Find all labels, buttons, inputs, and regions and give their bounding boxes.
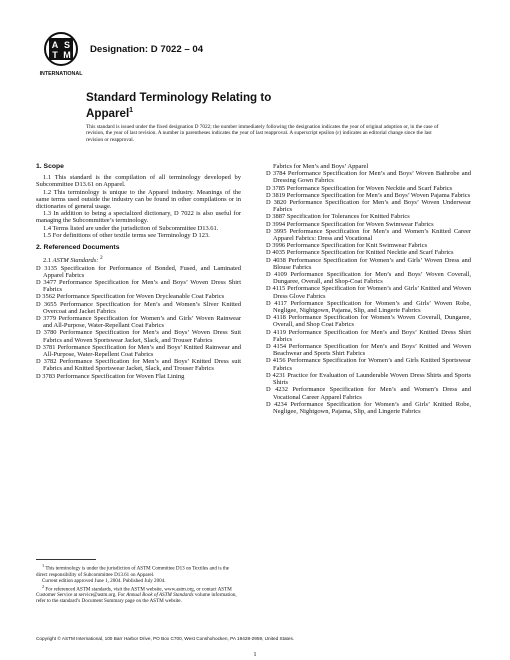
reference-item: D 3135 Specification for Performance of Bonded, Fused, and Laminated Apparel Fabrics <box>36 264 241 279</box>
references-heading: 2. Referenced Documents <box>36 244 120 252</box>
reference-item: D 3996 Performance Specification for Knit Swimwear Fabrics <box>266 242 428 250</box>
title-footnote-ref: 1 <box>129 107 134 114</box>
logo-label: INTERNATIONAL <box>39 71 83 77</box>
scope-paragraph: 1.1 This standard is the compilation of all terminology developed by Subcommittee D13.61 on Apparel. <box>36 174 241 189</box>
reference-item: D 4232 Performance Specification for Men’s and Women’s Dress and Vocational Career Apparel Fabrics <box>266 386 471 401</box>
footnote-1-date: Current edition approved June 1, 2004. Published July 2004. <box>42 577 166 584</box>
svg-text:T: T <box>52 50 58 60</box>
reference-item: D 4109 Performance Specification for Men’s and Boys’ Woven Coverall, Dungaree, Overall, and Shop-Coat Fabrics <box>266 271 471 286</box>
reference-continuation: Fabrics for Men’s and Boys’ Apparel <box>273 163 369 170</box>
reference-item: D 4156 Performance Specification for Women’s and Girls Knitted Sportswear Fabrics <box>266 357 471 372</box>
reference-item: D 3820 Performance Specification for Men’s and Boys’ Woven Underwear Fabrics <box>266 199 471 214</box>
reference-item: D 3995 Performance Specification for Men’s and Women’s Knitted Career Apparel Fabrics: Dress and Vocational <box>266 227 471 243</box>
svg-text:S: S <box>63 40 71 50</box>
svg-text:A: A <box>51 40 59 50</box>
issue-note: This standard is issued under the fixed designation D 7022; the number immediately following the designation indicates the year of original adoption or, in the case of revision, the year of last revision. A number in parentheses indicates the year of last reapproval. A superscript epsilon (ε) indicates an editorial change since the last revision or reapproval. <box>86 124 439 143</box>
title-line-2: Apparel$^1$ <box>86 106 134 120</box>
astm-standards-label: 2.1 ASTM Standards: $^2$ <box>43 255 103 265</box>
reference-item: D 3562 Performance Specification for Woven Drycleanable Coat Fabrics <box>36 293 225 301</box>
reference-item: D 4118 Performance Specification for Women’s Woven Coverall, Dungaree, Overall, and Shop Coat Fabrics <box>266 314 471 329</box>
reference-item: D 4154 Performance Specification for Men’s and Boys’ Knitted and Woven Beachwear and Sports Shirt Fabrics <box>266 343 471 358</box>
reference-item: D 4038 Performance Specification for Women’s and Girls’ Woven Dress and Blouse Fabrics <box>266 256 471 271</box>
reference-item: D 3994 Performance Specification for Woven Swimwear Fabrics <box>266 220 434 228</box>
document-title <box>86 91 346 120</box>
title-line-1: Standard Terminology Relating to <box>86 91 272 104</box>
right-column <box>266 163 471 415</box>
reference-item: D 4234 Performance Specification for Women’s and Girls’ Knitted Robe, Negligee, Nightgown, Pajama, Slip, and Lingerie Fabrics <box>266 400 471 415</box>
svg-text:M: M <box>63 50 71 60</box>
reference-item: D 3655 Performance Specification for Men’s and Women’s Sliver Knitted Overcoat and Jacket Fabrics <box>36 300 241 315</box>
footnotes <box>36 563 241 604</box>
designation: Designation: D 7022 – 04 <box>90 44 204 55</box>
reference-item: D 4119 Performance Specification for Men’s and Boys’ Knitted Dress Shirt Fabrics <box>266 328 471 343</box>
scope-paragraph: 1.5 For definitions of other textile terms see Terminology D 123. <box>43 231 210 239</box>
reference-item: D 3477 Performance Specification for Men’s and Boys’ Woven Dress Shirt Fabrics <box>36 278 241 294</box>
reference-item: D 3887 Specification for Tolerances for Knitted Fabrics <box>266 213 410 221</box>
page-number: 1 <box>253 651 257 658</box>
reference-item: D 3819 Performance Specification for Men’s and Boys’ Woven Pajama Fabrics <box>266 191 471 199</box>
reference-item: D 3783 Performance Specification for Woven Flat Lining <box>36 372 185 380</box>
scope-heading: 1. Scope <box>36 163 64 170</box>
reference-item: D 3785 Performance Specification for Woven Necktie and Scarf Fabrics <box>266 184 453 192</box>
reference-item: D 3780 Performance Specification for Men’s and Boys’ Woven Dress Suit Fabrics and Woven Sportswear Jacket, Slack, and Trouser Fabrics <box>36 329 241 344</box>
reference-item: D 3781 Performance Specification for Men’s and Boys’ Knitted Rainwear and All-Purpose, Water-Repellent Coat Fabrics <box>36 343 241 359</box>
reference-item: D 4117 Performance Specification for Women’s and Girls’ Woven Robe, Negligee, Nightgown, Pajama, Slip, and Lingerie Fabrics <box>266 299 471 315</box>
scope-paragraph: 1.2 This terminology is unique to the Apparel industry. Meanings of the same terms used outside the industry can be found in other compilations or in dictionaries of general usage. <box>36 188 241 211</box>
astm-logo-icon <box>38 30 84 80</box>
copyright-notice: Copyright © ASTM International, 100 Barr Harbor Drive, PO Box C700, West Conshohocken, PA 19428-2959, United States. <box>36 636 295 641</box>
scope-paragraph: 1.4 Terms listed are under the jurisdiction of Subcommittee D13.61. <box>43 224 219 232</box>
left-column <box>36 163 241 380</box>
scope-paragraph: 1.3 In addition to being a specialized dictionary, D 7022 is also useful for managing the Subcommittee’s terminology. <box>36 210 241 225</box>
reference-item: D 4115 Performance Specification for Women’s and Girls’ Knitted and Woven Dress Glove Fabrics <box>266 285 471 300</box>
footnote-divider <box>36 559 96 560</box>
reference-item: D 3784 Performance Specification for Men’s and Boys’ Woven Bathrobe and Dressing Gown Fabrics <box>266 170 471 185</box>
reference-item: D 4035 Performance Specification for Knitted Necktie and Scarf Fabrics <box>266 249 454 257</box>
reference-item: D 3779 Performance Specification for Women’s and Girls’ Woven Rainwear and All-Purpose, Water-Repellant Coat Fabrics <box>36 315 241 330</box>
reference-item: D 3782 Performance Specification for Men’s and Boys’ Knitted Dress suit Fabrics and Knitted Sportswear Jacket, Slack, and Trouser Fabrics <box>36 358 241 373</box>
footnote-2: $^2$ For referenced ASTM standards, visit the ASTM website, www.astm.org, or contact ASTM Customer Service at service@astm.org. For Annual Book of ASTM Standards volume information, refer to the standard’s Document Summary page on the ASTM website. <box>36 583 237 605</box>
reference-item: D 4231 Practice for Evaluation of Launderable Woven Dress Shirts and Sports Shirts <box>266 371 471 387</box>
footnote-1: $^1$ This terminology is under the jurisdiction of ASTM Committee D13 on Textiles and is the direct responsibility of Subcommittee D13.61 on Apparel. <box>36 563 230 578</box>
